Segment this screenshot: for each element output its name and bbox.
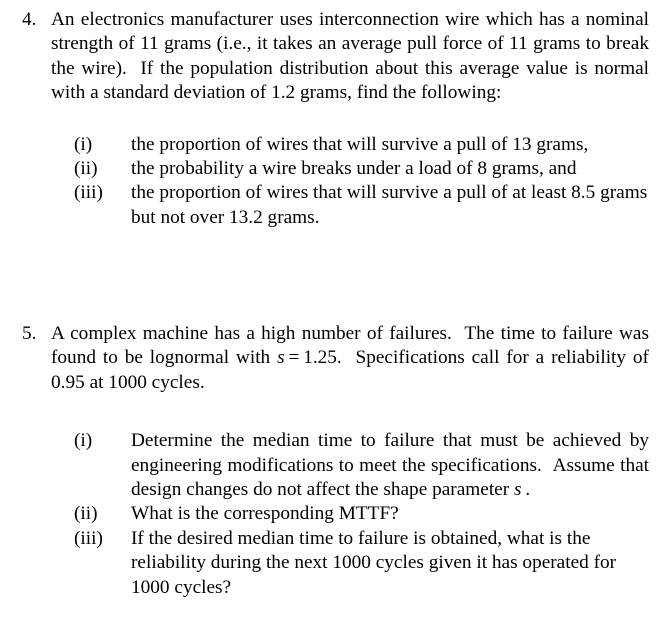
problem-4-stem-text: An electronics manufacturer uses interconnection wire which has a nominal strength of 11 grams (i.e., it takes an average pull force of 11 grams to break the wire). If the population distribution about this average value is normal with a standard deviation of 1.2 grams, find the following: (51, 9, 649, 104)
problem-4-part-ii (22, 157, 649, 181)
problem-5-part-iii (22, 527, 649, 600)
part-text: the probability a wire breaks under a load of 8 grams, and (131, 158, 577, 180)
part-text: What is the corresponding MTTF? (131, 503, 399, 525)
problem-5-stem-text-before: A complex machine has a high number of failures. The time to failure was found to be lognormal with (51, 323, 649, 369)
part-label: (i) (74, 133, 93, 155)
problem-5-part-ii (22, 502, 649, 526)
part-text: the proportion of wires that will survive a pull of 13 grams, (131, 133, 589, 155)
part-label: (ii) (74, 503, 98, 525)
part-label: (iii) (74, 527, 103, 549)
problem-4-number: 4. (22, 9, 37, 30)
part-text-before: Determine the median time to failure that must be achieved by engineering modifications to meet the specifications. Assume that design changes do not affect the shape parameter (131, 430, 649, 501)
problem-5 (22, 322, 649, 600)
problem-5-number: 5. (22, 323, 37, 344)
shape-parameter-symbol: s (513, 479, 522, 501)
part-label: (iii) (74, 182, 103, 204)
part-label: (i) (74, 430, 93, 452)
problem-5-stem (22, 322, 649, 395)
part-label: (ii) (74, 158, 98, 180)
shape-parameter-symbol: s (277, 347, 285, 369)
problem-5-part-i (22, 429, 649, 502)
problem-4-part-iii (22, 181, 649, 230)
part-text: the proportion of wires that will survive a pull of at least 8.5 grams but not over 13.2 grams. (131, 182, 648, 228)
problem-4 (22, 8, 649, 230)
problem-4-part-i (22, 133, 649, 157)
problem-4-parts (22, 133, 649, 231)
part-text-after: . (521, 479, 531, 501)
problem-4-stem (22, 8, 649, 106)
problem-5-parts (22, 429, 649, 600)
problem-5-stem-text-after: = 1.25. Specifications call for a reliability of 0.95 at 1000 cycles. (51, 347, 649, 393)
part-text: If the desired median time to failure is obtained, what is the reliability during the next 1000 cycles given it has operated for 1000 cycles? (131, 527, 617, 598)
